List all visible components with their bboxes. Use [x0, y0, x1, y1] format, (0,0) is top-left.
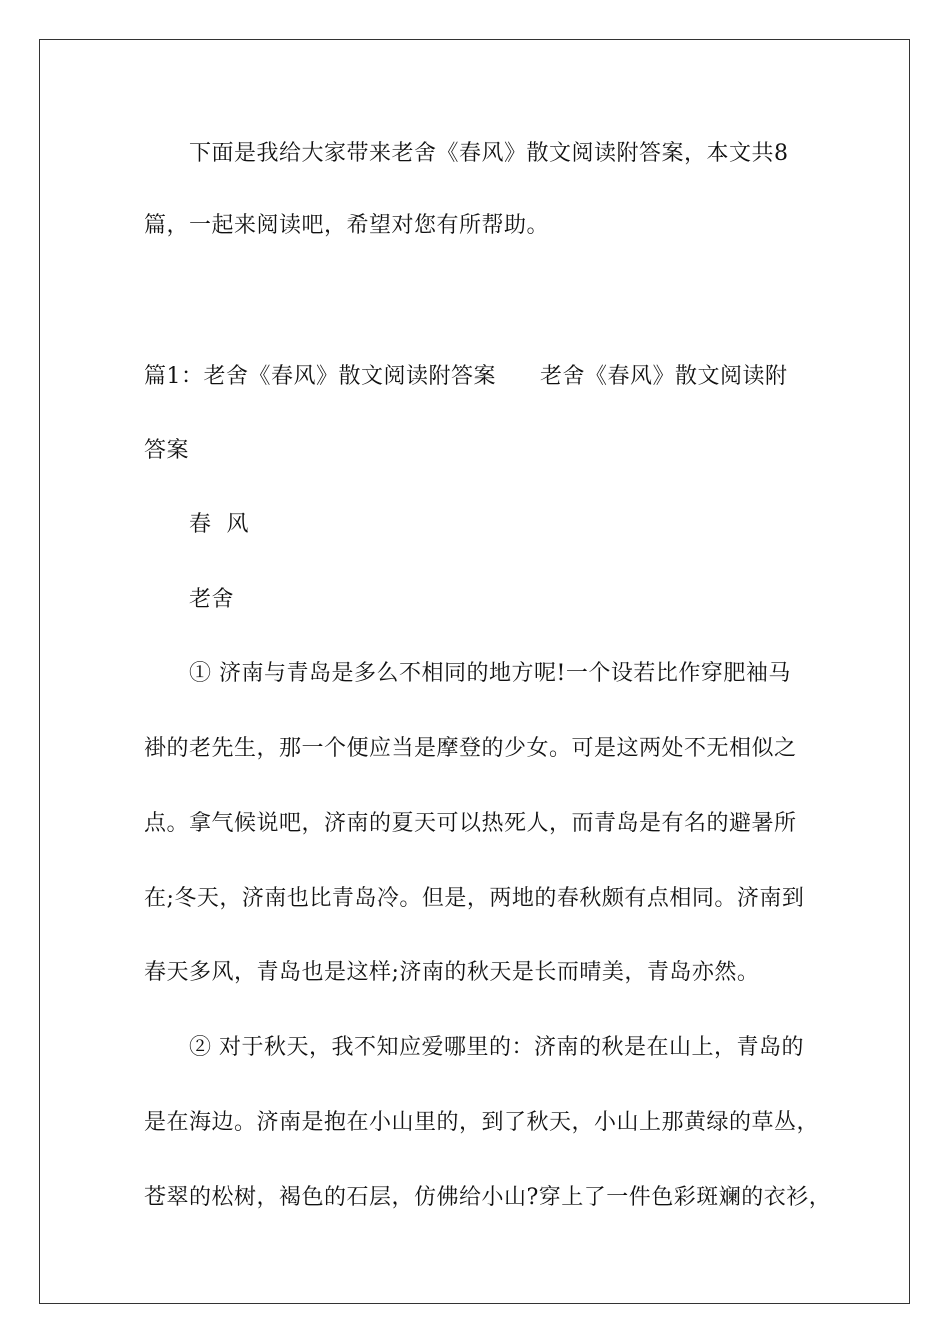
paragraph-2-line-1: ② 对于秋天，我不知应爱哪里的：济南的秋是在山上，青岛的 — [189, 1035, 804, 1060]
paragraph-1-line-3: 点。拿气候说吧，济南的夏天可以热死人，而青岛是有名的避暑所 — [144, 811, 797, 836]
section-heading-part-a: 篇1：老舍《春风》散文阅读附答案 — [144, 364, 496, 389]
essay-author: 老舍 — [189, 587, 235, 612]
essay-title: 春 风 — [189, 512, 249, 537]
section-heading — [144, 362, 788, 392]
paragraph-1-line-1: ① 济南与青岛是多么不相同的地方呢!一个设若比作穿肥袖马 — [189, 661, 791, 686]
paragraph-1-line-2: 褂的老先生，那一个便应当是摩登的少女。可是这两处不无相似之 — [144, 736, 797, 761]
paragraph-2-line-3: 苍翠的松树，褐色的石层，仿佛给小山?穿上了一件色彩斑斓的衣衫， — [144, 1185, 832, 1210]
section-heading-part-b: 老舍《春风》散文阅读附 — [540, 364, 788, 389]
paragraph-2-line-2: 是在海边。济南是抱在小山里的，到了秋天，小山上那黄绿的草丛， — [144, 1110, 820, 1135]
paragraph-1-line-4: 在;冬天，济南也比青岛冷。但是，两地的春秋颇有点相同。济南到 — [144, 886, 805, 911]
section-heading-line-2: 答案 — [144, 438, 190, 463]
intro-line-1: 下面是我给大家带来老舍《春风》散文阅读附答案，本文共8 — [189, 141, 789, 166]
intro-line-2: 篇，一起来阅读吧，希望对您有所帮助。 — [144, 213, 550, 238]
paragraph-1-line-5: 春天多风，青岛也是这样;济南的秋天是长而晴美，青岛亦然。 — [144, 960, 760, 985]
